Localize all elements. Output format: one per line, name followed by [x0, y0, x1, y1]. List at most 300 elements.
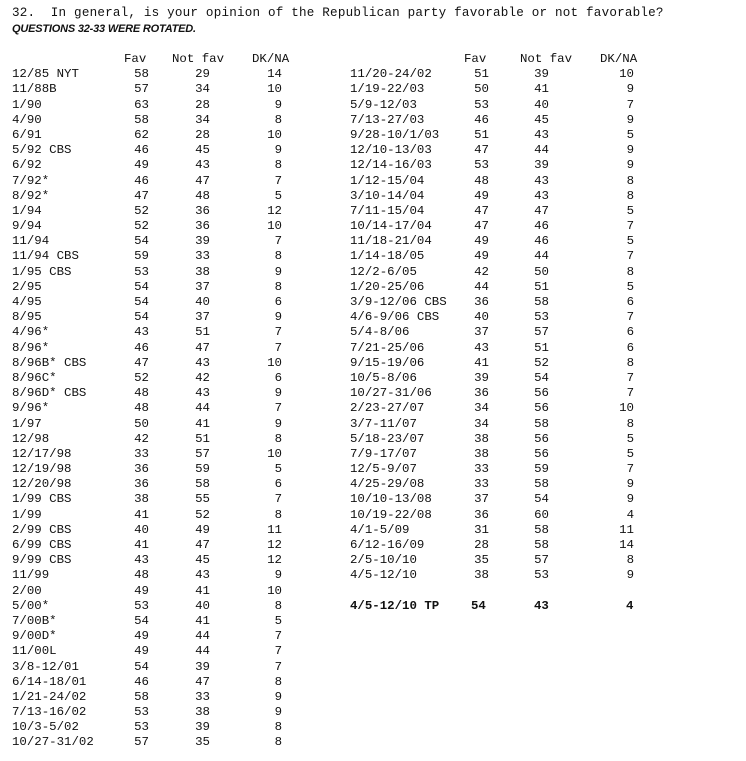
date-cell: 8/96D* CBS [12, 386, 87, 401]
fav-cell: 34 [474, 416, 489, 431]
date-cell: 12/20/98 [12, 477, 72, 492]
date-cell: 6/14-18/01 [12, 674, 87, 689]
dkna-cell: 9 [274, 310, 282, 325]
not-fav-cell: 40 [195, 295, 210, 309]
not-fav-cell: 34 [195, 82, 210, 97]
fav-cell: 48 [134, 401, 149, 416]
fav-cell: 47 [134, 188, 149, 203]
date-cell: 10/27-31/06 [350, 386, 432, 401]
fav-cell: 33 [474, 462, 489, 477]
dkna-cell: 6 [274, 477, 282, 492]
date-cell: 4/90 [12, 112, 42, 127]
fav-cell: 52 [134, 203, 149, 218]
fav-cell: 43 [134, 325, 149, 340]
date-cell: 8/92* [12, 188, 50, 203]
fav-cell: 36 [474, 386, 489, 401]
not-fav-cell: 53 [534, 568, 549, 583]
date-cell: 9/00D* [12, 629, 57, 644]
date-cell: 12/17/98 [12, 446, 72, 461]
fav-cell: 53 [134, 264, 149, 279]
not-fav-cell: 35 [195, 735, 210, 750]
fav-cell: 51 [474, 127, 489, 142]
not-fav-cell: 39 [534, 67, 549, 82]
fav-cell: 43 [134, 553, 149, 568]
not-fav-cell: 43 [534, 173, 549, 188]
not-fav-cell: 41 [195, 583, 210, 598]
fav-cell: 41 [474, 355, 489, 370]
dkna-cell: 5 [274, 188, 282, 203]
not-fav-header: Not fav [172, 52, 225, 66]
not-fav-cell: 58 [534, 416, 549, 431]
not-fav-cell: 44 [195, 401, 210, 416]
fav-cell: 40 [134, 522, 149, 537]
fav-cell: 52 [134, 370, 149, 385]
fav-cell: 51 [474, 67, 489, 82]
dkna-cell: 9 [626, 143, 634, 158]
not-fav-cell: 57 [195, 446, 210, 461]
date-cell: 11/94 [12, 234, 50, 249]
date-cell: 7/13-27/03 [350, 112, 425, 127]
dkna-cell: 8 [274, 249, 282, 264]
fav-header: Fav [464, 52, 487, 66]
dkna-cell: 4 [626, 507, 634, 522]
dkna-cell: 9 [626, 82, 634, 97]
not-fav-cell: 58 [534, 295, 549, 309]
not-fav-cell: 45 [534, 112, 549, 127]
date-cell: 6/12-16/09 [350, 538, 425, 552]
date-cell: 4/6-9/06 CBS [350, 310, 440, 325]
fav-cell: 39 [474, 370, 489, 385]
dkna-cell: 8 [626, 553, 634, 568]
not-fav-cell: 41 [534, 82, 549, 97]
dkna-cell: 5 [274, 462, 282, 477]
fav-cell: 43 [474, 340, 489, 355]
fav-cell: 48 [134, 386, 149, 401]
table-row [0, 705, 282, 720]
fav-cell: 49 [474, 188, 489, 203]
dkna-cell: 7 [626, 249, 634, 264]
fav-cell: 49 [134, 629, 149, 644]
total-not-fav: 43 [534, 598, 549, 613]
date-cell: 12/2-6/05 [350, 264, 417, 279]
not-fav-cell: 44 [534, 249, 549, 264]
date-cell: 4/96* [12, 325, 50, 340]
fav-cell: 54 [134, 613, 149, 628]
date-cell: 9/99 CBS [12, 553, 72, 568]
dkna-cell: 7 [626, 97, 634, 112]
not-fav-cell: 43 [195, 386, 210, 401]
date-cell: 9/96* [12, 401, 50, 416]
dkna-cell: 12 [267, 538, 282, 552]
date-cell: 8/95 [12, 310, 42, 325]
not-fav-cell: 56 [534, 401, 549, 416]
not-fav-cell: 39 [195, 720, 210, 735]
fav-cell: 38 [474, 446, 489, 461]
rotation-note: QUESTIONS 32-33 WERE ROTATED. [12, 23, 196, 35]
date-cell: 1/21-24/02 [12, 689, 87, 704]
not-fav-cell: 51 [534, 340, 549, 355]
not-fav-cell: 47 [195, 538, 210, 552]
dkna-cell: 9 [626, 477, 634, 492]
dkna-cell: 8 [274, 598, 282, 613]
dkna-cell: 7 [626, 386, 634, 401]
fav-cell: 46 [134, 674, 149, 689]
dkna-cell: 9 [274, 689, 282, 704]
not-fav-cell: 45 [195, 553, 210, 568]
fav-cell: 54 [134, 659, 149, 674]
right-header-row [0, 52, 638, 67]
not-fav-cell: 44 [534, 143, 549, 158]
fav-cell: 38 [474, 568, 489, 583]
date-cell: 8/96C* [12, 370, 57, 385]
dkna-cell: 8 [274, 431, 282, 446]
table-row [0, 735, 282, 750]
dkna-cell: 7 [274, 492, 282, 507]
dkna-cell: 8 [274, 112, 282, 127]
dkna-cell: 10 [619, 401, 634, 416]
not-fav-cell: 40 [195, 598, 210, 613]
dkna-cell: 5 [626, 431, 634, 446]
fav-cell: 41 [134, 507, 149, 522]
not-fav-cell: 54 [534, 492, 549, 507]
date-cell: 12/98 [12, 431, 50, 446]
dkna-cell: 9 [626, 112, 634, 127]
date-cell: 3/8-12/01 [12, 659, 79, 674]
fav-cell: 48 [134, 568, 149, 583]
dkna-cell: 9 [274, 705, 282, 720]
fav-cell: 49 [134, 583, 149, 598]
not-fav-cell: 28 [195, 127, 210, 142]
not-fav-cell: 59 [195, 462, 210, 477]
dkna-cell: 7 [274, 325, 282, 340]
dkna-cell: 5 [626, 234, 634, 249]
date-cell: 10/10-13/08 [350, 492, 432, 507]
fav-header: Fav [124, 52, 147, 66]
not-fav-cell: 55 [195, 492, 210, 507]
date-cell: 3/7-11/07 [350, 416, 417, 431]
dkna-cell: 6 [274, 370, 282, 385]
not-fav-cell: 43 [534, 188, 549, 203]
not-fav-cell: 43 [195, 568, 210, 583]
date-cell: 5/92 CBS [12, 143, 72, 158]
dkna-cell: 7 [626, 370, 634, 385]
date-cell: 10/5-8/06 [350, 370, 417, 385]
not-fav-cell: 60 [534, 507, 549, 522]
date-cell: 5/00* [12, 598, 50, 613]
date-cell: 1/95 CBS [12, 264, 72, 279]
date-cell: 7/13-16/02 [12, 705, 87, 720]
not-fav-cell: 49 [195, 522, 210, 537]
date-cell: 2/5-10/10 [350, 553, 417, 568]
date-cell: 1/99 CBS [12, 492, 72, 507]
not-fav-cell: 41 [195, 613, 210, 628]
date-cell: 10/19-22/08 [350, 507, 432, 522]
dkna-cell: 7 [274, 644, 282, 659]
fav-cell: 36 [134, 477, 149, 492]
dkna-cell: 10 [267, 446, 282, 461]
date-cell: 1/97 [12, 416, 42, 431]
date-cell: 12/85 NYT [12, 67, 79, 82]
date-cell: 7/21-25/06 [350, 340, 425, 355]
date-cell: 12/19/98 [12, 462, 72, 477]
fav-cell: 36 [474, 507, 489, 522]
dkna-cell: 14 [267, 67, 282, 82]
not-fav-cell: 56 [534, 386, 549, 401]
dkna-cell: 5 [274, 613, 282, 628]
dkna-cell: 10 [267, 82, 282, 97]
not-fav-cell: 52 [534, 355, 549, 370]
not-fav-cell: 51 [195, 325, 210, 340]
date-cell: 12/10-13/03 [350, 143, 432, 158]
date-cell: 7/00B* [12, 613, 57, 628]
dkna-cell: 5 [626, 203, 634, 218]
dkna-cell: 8 [274, 720, 282, 735]
fav-cell: 47 [474, 143, 489, 158]
date-cell: 6/99 CBS [12, 538, 72, 552]
question-text: 32. In general, is your opinion of the Republican party favorable or not favorable? [12, 6, 664, 20]
date-cell: 9/28-10/1/03 [350, 127, 440, 142]
fav-cell: 53 [134, 720, 149, 735]
date-cell: 6/92 [12, 158, 42, 173]
dkna-cell: 6 [626, 340, 634, 355]
dkna-cell: 10 [267, 219, 282, 234]
fav-cell: 58 [134, 67, 149, 82]
date-cell: 1/94 [12, 203, 42, 218]
not-fav-cell: 37 [195, 310, 210, 325]
fav-cell: 34 [474, 401, 489, 416]
not-fav-cell: 36 [195, 219, 210, 234]
dkna-cell: 9 [274, 97, 282, 112]
not-fav-cell: 42 [195, 370, 210, 385]
dkna-cell: 7 [274, 629, 282, 644]
fav-cell: 54 [134, 279, 149, 294]
table-row [0, 720, 282, 735]
dkna-cell: 9 [274, 264, 282, 279]
fav-cell: 46 [474, 112, 489, 127]
fav-cell: 59 [134, 249, 149, 264]
fav-cell: 49 [134, 158, 149, 173]
fav-cell: 47 [134, 355, 149, 370]
fav-cell: 53 [134, 598, 149, 613]
dkna-cell: 7 [626, 310, 634, 325]
not-fav-cell: 46 [534, 234, 549, 249]
dkna-cell: 11 [619, 522, 634, 537]
fav-cell: 37 [474, 325, 489, 340]
fav-cell: 49 [474, 249, 489, 264]
dkna-cell: 8 [626, 416, 634, 431]
fav-cell: 33 [134, 446, 149, 461]
fav-cell: 33 [474, 477, 489, 492]
dkna-cell: 8 [274, 507, 282, 522]
dkna-cell: 7 [626, 462, 634, 477]
not-fav-cell: 43 [534, 127, 549, 142]
not-fav-cell: 58 [534, 538, 549, 552]
fav-cell: 57 [134, 82, 149, 97]
fav-cell: 42 [134, 431, 149, 446]
fav-cell: 38 [134, 492, 149, 507]
dkna-cell: 10 [267, 127, 282, 142]
not-fav-cell: 47 [534, 203, 549, 218]
fav-cell: 46 [134, 173, 149, 188]
date-cell: 10/3-5/02 [12, 720, 79, 735]
dkna-cell: 9 [274, 416, 282, 431]
not-fav-cell: 50 [534, 264, 549, 279]
not-fav-cell: 40 [534, 97, 549, 112]
fav-cell: 58 [134, 689, 149, 704]
not-fav-cell: 33 [195, 689, 210, 704]
fav-cell: 36 [474, 295, 489, 309]
dkna-cell: 9 [274, 143, 282, 158]
date-cell: 3/10-14/04 [350, 188, 425, 203]
dkna-cell: 7 [274, 659, 282, 674]
date-cell: 5/4-8/06 [350, 325, 410, 340]
dkna-cell: 14 [619, 538, 634, 552]
fav-cell: 62 [134, 127, 149, 142]
dkna-cell: 7 [274, 340, 282, 355]
date-cell: 1/20-25/06 [350, 279, 425, 294]
not-fav-cell: 53 [534, 310, 549, 325]
not-fav-cell: 41 [195, 416, 210, 431]
total-date: 4/5-12/10 TP [350, 598, 440, 613]
not-fav-cell: 56 [534, 431, 549, 446]
date-cell: 11/99 [12, 568, 50, 583]
date-cell: 4/5-12/10 [350, 568, 417, 583]
date-cell: 4/1-5/09 [350, 522, 410, 537]
dkna-cell: 9 [274, 568, 282, 583]
dkna-cell: 8 [626, 264, 634, 279]
date-cell: 11/88B [12, 82, 57, 97]
dkna-cell: 6 [626, 295, 634, 309]
fav-cell: 54 [134, 234, 149, 249]
not-fav-cell: 47 [195, 340, 210, 355]
not-fav-cell: 57 [534, 553, 549, 568]
date-cell: 1/19-22/03 [350, 82, 425, 97]
dkna-cell: 8 [626, 173, 634, 188]
dkna-cell: 10 [267, 583, 282, 598]
date-cell: 2/99 CBS [12, 522, 72, 537]
dkna-cell: 7 [274, 234, 282, 249]
fav-cell: 54 [134, 295, 149, 309]
not-fav-cell: 48 [195, 188, 210, 203]
date-cell: 5/18-23/07 [350, 431, 425, 446]
not-fav-cell: 51 [195, 431, 210, 446]
not-fav-cell: 58 [195, 477, 210, 492]
dkna-cell: 8 [274, 158, 282, 173]
fav-cell: 48 [474, 173, 489, 188]
dkna-cell: 8 [274, 735, 282, 750]
date-cell: 7/11-15/04 [350, 203, 425, 218]
dkna-cell: 7 [626, 219, 634, 234]
dkna-cell: 7 [274, 173, 282, 188]
date-cell: 2/23-27/07 [350, 401, 425, 416]
total-fav: 54 [471, 598, 486, 613]
not-fav-cell: 36 [195, 203, 210, 218]
date-cell: 9/94 [12, 219, 42, 234]
fav-cell: 53 [474, 97, 489, 112]
dkna-cell: 8 [274, 279, 282, 294]
not-fav-cell: 58 [534, 522, 549, 537]
date-cell: 11/20-24/02 [350, 67, 432, 82]
date-cell: 12/5-9/07 [350, 462, 417, 477]
dkna-cell: 7 [274, 401, 282, 416]
date-cell: 11/18-21/04 [350, 234, 432, 249]
dkna-cell: 12 [267, 553, 282, 568]
fav-cell: 53 [474, 158, 489, 173]
date-cell: 7/92* [12, 173, 50, 188]
dkna-cell: 5 [626, 446, 634, 461]
not-fav-cell: 38 [195, 264, 210, 279]
not-fav-cell: 38 [195, 705, 210, 720]
date-cell: 4/25-29/08 [350, 477, 425, 492]
fav-cell: 54 [134, 310, 149, 325]
date-cell: 2/00 [12, 583, 42, 598]
date-cell: 1/90 [12, 97, 42, 112]
fav-cell: 41 [134, 538, 149, 552]
not-fav-cell: 43 [195, 158, 210, 173]
date-cell: 11/00L [12, 644, 57, 659]
dkna-header: DK/NA [252, 52, 290, 66]
not-fav-header: Not fav [520, 52, 573, 66]
dkna-cell: 6 [626, 325, 634, 340]
dkna-cell: 9 [274, 386, 282, 401]
not-fav-cell: 39 [195, 234, 210, 249]
fav-cell: 50 [134, 416, 149, 431]
fav-cell: 49 [134, 644, 149, 659]
fav-cell: 37 [474, 492, 489, 507]
fav-cell: 44 [474, 279, 489, 294]
not-fav-cell: 51 [534, 279, 549, 294]
date-cell: 3/9-12/06 CBS [350, 295, 447, 309]
date-cell: 5/9-12/03 [350, 97, 417, 112]
not-fav-cell: 29 [195, 67, 210, 82]
date-cell: 4/95 [12, 295, 42, 309]
dkna-cell: 9 [626, 568, 634, 583]
dkna-cell: 6 [274, 295, 282, 309]
fav-cell: 52 [134, 219, 149, 234]
date-cell: 7/9-17/07 [350, 446, 417, 461]
fav-cell: 49 [474, 234, 489, 249]
not-fav-cell: 47 [195, 173, 210, 188]
date-cell: 8/96* [12, 340, 50, 355]
table-row [0, 689, 282, 705]
dkna-cell: 8 [626, 355, 634, 370]
dkna-header: DK/NA [600, 52, 638, 66]
dkna-cell: 9 [626, 492, 634, 507]
date-cell: 11/94 CBS [12, 249, 79, 264]
fav-cell: 53 [134, 705, 149, 720]
not-fav-cell: 45 [195, 143, 210, 158]
not-fav-cell: 34 [195, 112, 210, 127]
fav-cell: 47 [474, 219, 489, 234]
not-fav-cell: 37 [195, 279, 210, 294]
dkna-cell: 9 [626, 158, 634, 173]
fav-cell: 47 [474, 203, 489, 218]
dkna-cell: 11 [267, 522, 282, 537]
not-fav-cell: 28 [195, 97, 210, 112]
fav-cell: 57 [134, 735, 149, 750]
not-fav-cell: 46 [534, 219, 549, 234]
date-cell: 1/12-15/04 [350, 173, 425, 188]
not-fav-cell: 59 [534, 462, 549, 477]
not-fav-cell: 58 [534, 477, 549, 492]
not-fav-cell: 52 [195, 507, 210, 522]
fav-cell: 28 [474, 538, 489, 552]
dkna-cell: 8 [274, 674, 282, 689]
date-cell: 1/99 [12, 507, 42, 522]
date-cell: 9/15-19/06 [350, 355, 425, 370]
not-fav-cell: 39 [195, 659, 210, 674]
dkna-cell: 5 [626, 127, 634, 142]
